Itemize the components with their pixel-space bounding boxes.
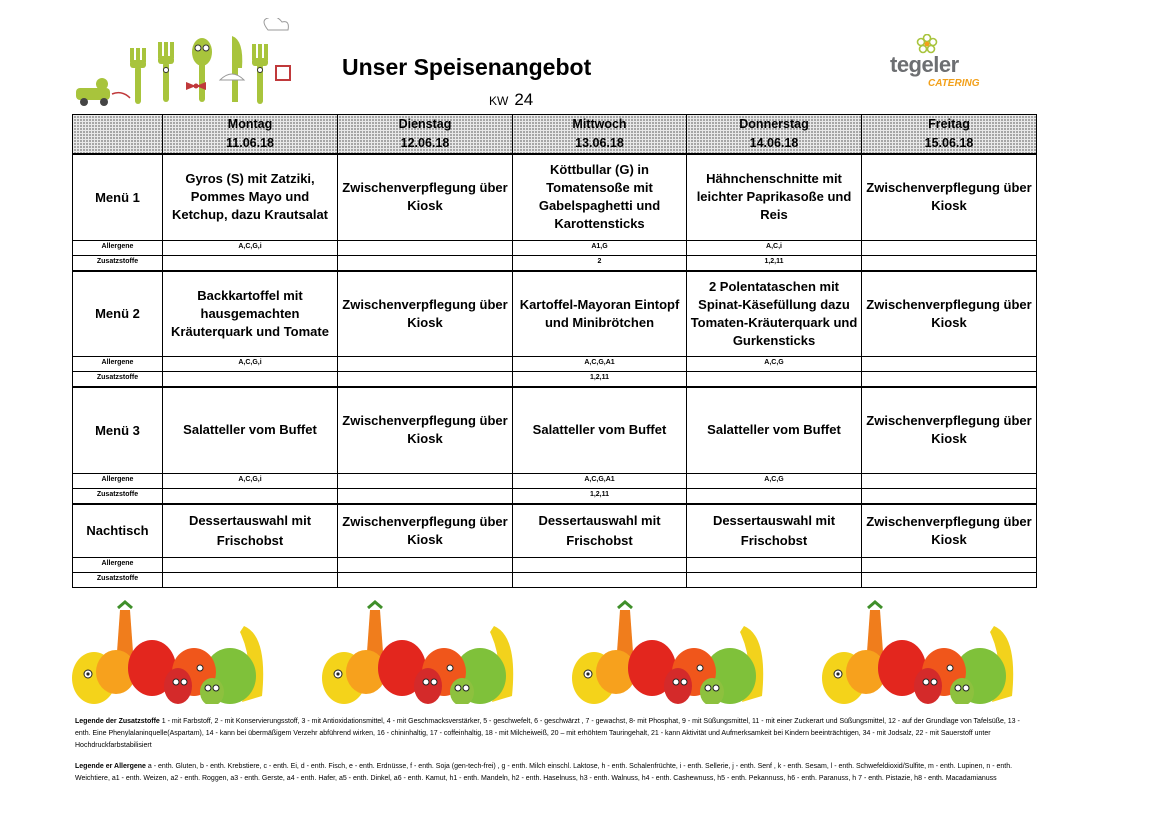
day-header [163,115,338,155]
day-date: 11.06.18 [226,136,274,150]
zusatzstoffe-row [73,573,1037,588]
allergene-cell [338,473,513,488]
zusatzstoffe-label: Zusatzstoffe [73,488,163,504]
allergene-cell [862,357,1037,372]
allergene-cell: A,C,G,i [163,473,338,488]
zusatzstoffe-cell [862,488,1037,504]
week-label [489,90,533,110]
dish-cell: Salatteller vom Buffet [513,387,687,473]
menu-label: Menü 1 [73,154,163,240]
day-date: 12.06.18 [400,136,450,150]
fruit-vegetable-group-image [72,600,1036,704]
tegeler-catering-logo [888,34,988,90]
allergene-cell [513,558,687,573]
zusatzstoffe-cell [338,255,513,271]
page-title: Unser Speisenangebot [342,54,592,80]
week-number: 24 [514,90,534,109]
brand-name: tegeler [890,52,959,77]
zusatzstoffe-row [73,255,1037,271]
day-name: Mittwoch [572,117,627,131]
dish-cell: Zwischenverpflegung über Kiosk [862,154,1037,240]
allergene-label: Allergene [73,240,163,255]
zusatzstoffe-cell [163,573,338,588]
zusatzstoffe-cell [513,573,687,588]
day-header [687,115,862,155]
allergene-cell [338,240,513,255]
allergene-cell [687,558,862,573]
menu-label: Menü 2 [73,271,163,357]
zusatzstoffe-cell [163,372,338,388]
zusatzstoffe-cell [862,255,1037,271]
header-row [73,115,1037,155]
menu-row [73,154,1037,240]
allergene-cell: A,C,G [687,357,862,372]
day-header [513,115,687,155]
dish-cell: Dessertauswahl mit Frischobst [163,504,338,558]
flower-icon [914,34,940,54]
day-date: 14.06.18 [749,136,799,150]
legend-allergene-text: a - enth. Gluten, b - enth. Krebstiere, c - enth. Ei, d - enth. Fisch, e - enth. Erdnüsse, f - enth. Soja (gen-tech-frei) , g - enth. Milch einschl. Laktose, h - enth. Schalenfrüchte, i - enth. Sellerie, j - enth. Senf , k - enth. Sesam, l - enth. Schwefeldioxid/Sulfite, m - enth. Lupinen, n - enth. Weichtiere, a1 - enth. Weizen, a2 - enth. Roggen, a3 - enth. Gerste, a4 - enth. Hafer, a5 - enth. Dinkel, a6 - enth. Kamut, h1 - enth. Mandeln, h2 - enth. Haselnuss, h3 - enth. Walnuss, h4 - enth. Cashewnuss, h5 - enth. Pekannuss, h6 - enth. Paranuss, h 7 - enth. Pistazie, h8 - enth. Macadamianuss [75,763,1013,782]
zusatzstoffe-label: Zusatzstoffe [73,573,163,588]
allergene-row [73,473,1037,488]
zusatzstoffe-cell [163,255,338,271]
zusatzstoffe-cell [338,573,513,588]
allergene-cell [163,558,338,573]
dish-cell: Zwischenverpflegung über Kiosk [338,154,513,240]
allergene-cell: A,C,G,i [163,240,338,255]
dish-cell: Zwischenverpflegung über Kiosk [862,271,1037,357]
zusatzstoffe-row [73,372,1037,388]
zusatzstoffe-cell [862,573,1037,588]
dish-cell: Dessertauswahl mit Frischobst [513,504,687,558]
zusatzstoffe-cell: 1,2,11 [687,255,862,271]
day-header [338,115,513,155]
zusatzstoffe-cell [687,372,862,388]
legend-zusatzstoffe-heading: Legende der Zusatzstoffe [75,718,160,725]
allergene-cell: A,C,G,A1 [513,473,687,488]
allergene-cell: A,C,G [687,473,862,488]
menu-table [72,114,1037,588]
day-header [862,115,1037,155]
day-name: Donnerstag [739,117,809,131]
allergene-cell [338,558,513,573]
dish-cell: Zwischenverpflegung über Kiosk [338,271,513,357]
dish-cell: Hähnchenschnitte mit leichter Paprikasoße und Reis [687,154,862,240]
legend-zusatzstoffe-text: 1 - mit Farbstoff, 2 - mit Konservierungsstoff, 3 - mit Antioxidationsmittel, 4 - mit Geschmacksverstärker, 5 - geschwefelt, 6 - geschwärzt , 7 - gewachst, 8- mit Phosphat, 9 - mit Süßungsmittel, 11 - mit einer Zuckerart und Süßungsmittel, 12 - auf der Grundlage von Tafelsüße, 13 - enth. Eine Phenylalaninquelle(Aspartam), 14 - kann bei übermäßigem Verzehr abführend wirken, 16 - chininhaltig, 17 - coffeinhaltig, 18 - mit Milcheiweiß, 20 – mit erhöhtem Tauringehalt, 21 - kann Aktivität und Aufmerksamkeit bei Kindern beeinträchtigen, 34 - mit Jodsalz, 22 - mit Sauerstoff unter Hochdruckfarbstabilisiert [75,718,1020,749]
allergene-cell: A,C,i [687,240,862,255]
dish-cell: 2 Polentataschen mit Spinat-Käsefüllung dazu Tomaten-Kräuterquark und Gurkensticks [687,271,862,357]
zusatzstoffe-cell: 2 [513,255,687,271]
dish-cell: Zwischenverpflegung über Kiosk [862,387,1037,473]
zusatzstoffe-cell: 1,2,11 [513,488,687,504]
allergene-label: Allergene [73,357,163,372]
zusatzstoffe-label: Zusatzstoffe [73,372,163,388]
dish-cell: Dessertauswahl mit Frischobst [687,504,862,558]
brand-sub: CATERING [928,78,980,89]
menu-label: Nachtisch [73,504,163,558]
allergene-cell: A1,G [513,240,687,255]
dish-cell: Zwischenverpflegung über Kiosk [338,387,513,473]
zusatzstoffe-cell [687,573,862,588]
zusatzstoffe-row [73,488,1037,504]
dish-cell: Zwischenverpflegung über Kiosk [862,504,1037,558]
allergene-cell [338,357,513,372]
legend-allergene [75,761,1035,785]
dish-cell: Zwischenverpflegung über Kiosk [338,504,513,558]
zusatzstoffe-cell [163,488,338,504]
header-corner [73,115,163,155]
zusatzstoffe-cell [687,488,862,504]
cutlery-characters-logo [72,18,302,110]
zusatzstoffe-cell: 1,2,11 [513,372,687,388]
dish-cell: Gyros (S) mit Zatziki, Pommes Mayo und Ketchup, dazu Krautsalat [163,154,338,240]
zusatzstoffe-cell [862,372,1037,388]
week-prefix: KW [489,94,509,108]
allergene-row [73,357,1037,372]
day-date: 15.06.18 [924,136,974,150]
day-date: 13.06.18 [575,136,624,150]
day-name: Dienstag [398,117,452,131]
menu-row [73,504,1037,558]
menu-row [73,387,1037,473]
legend-zusatzstoffe [75,716,1035,752]
allergene-cell [862,558,1037,573]
dish-cell: Köttbullar (G) in Tomatensoße mit Gabelspaghetti und Karottensticks [513,154,687,240]
allergene-row [73,240,1037,255]
allergene-label: Allergene [73,558,163,573]
day-name: Montag [227,117,273,131]
zusatzstoffe-cell [338,488,513,504]
menu-label: Menü 3 [73,387,163,473]
allergene-row [73,558,1037,573]
zusatzstoffe-label: Zusatzstoffe [73,255,163,271]
dish-cell: Salatteller vom Buffet [163,387,338,473]
allergene-cell: A,C,G,i [163,357,338,372]
zusatzstoffe-cell [338,372,513,388]
day-name: Freitag [928,117,970,131]
dish-cell: Backkartoffel mit hausgemachten Kräuterquark und Tomate [163,271,338,357]
allergene-cell [862,473,1037,488]
allergene-cell [862,240,1037,255]
allergene-cell: A,C,G,A1 [513,357,687,372]
dish-cell: Salatteller vom Buffet [687,387,862,473]
menu-row [73,271,1037,357]
dish-cell: Kartoffel-Mayoran Eintopf und Minibrötchen [513,271,687,357]
legend-allergene-heading: Legende er Allergene [75,763,146,770]
allergene-label: Allergene [73,473,163,488]
